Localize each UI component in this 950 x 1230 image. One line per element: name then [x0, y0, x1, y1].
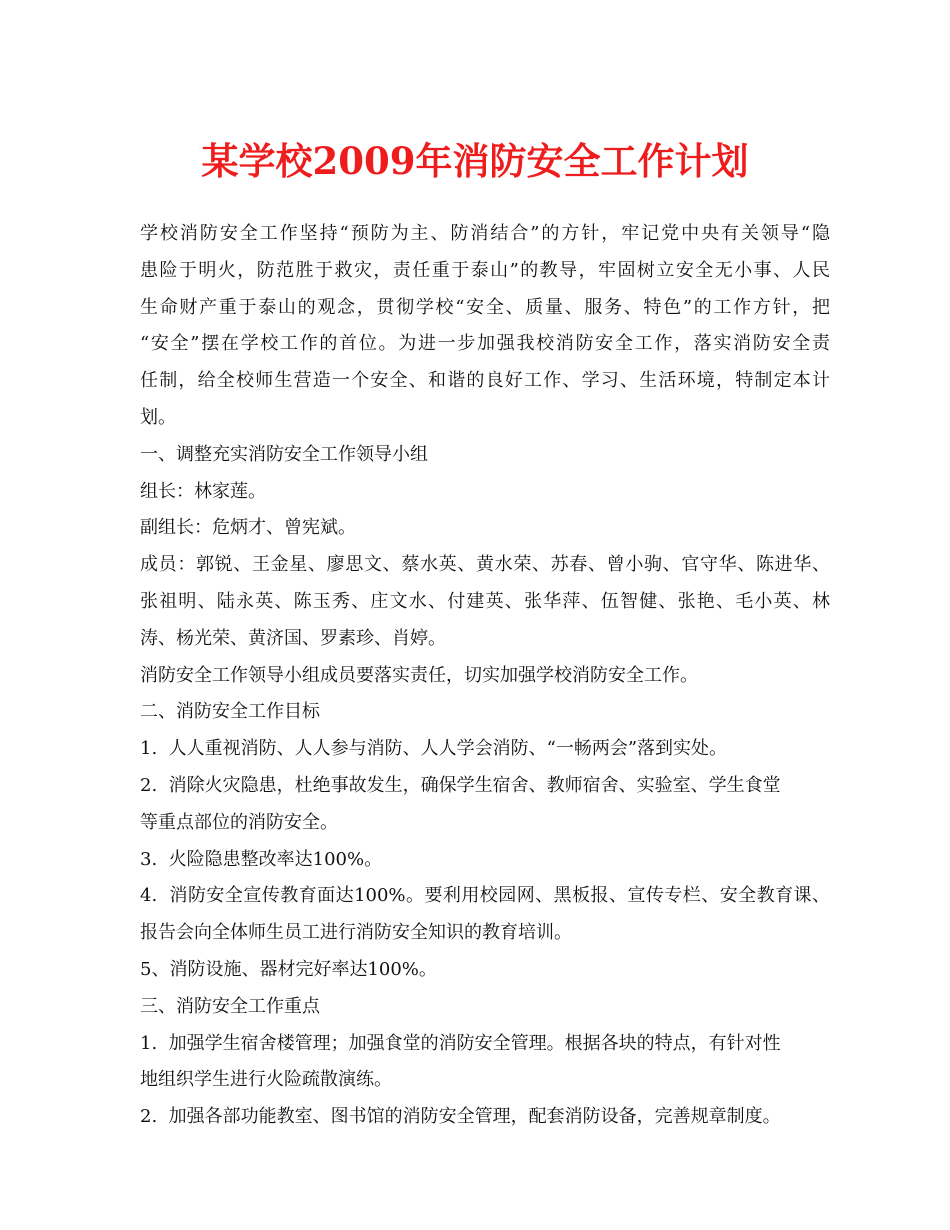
text-line: 1. 人人重视消防、人人参与消防、人人学会消防、“一畅两会”落到实处。 — [140, 738, 728, 760]
text-line: 任制，给全校师生营造一个安全、和谐的良好工作、学习、生活环境，特制定本计 — [140, 370, 830, 392]
text-line: 4. 消防安全宣传教育面达100%。要利用校园网、黑板报、宣传专栏、安全教育课、 — [140, 885, 830, 907]
text-line: “安全”摆在学校工作的首位。为进一步加强我校消防安全工作，落实消防安全责 — [140, 333, 830, 355]
text-line: 2. 消除火灾隐患，杜绝事故发生，确保学生宿舍、教师宿舍、实验室、学生食堂 — [140, 774, 781, 796]
text-line: 二、消防安全工作目标 — [140, 701, 320, 723]
text-line: 患险于明火，防范胜于救灾，责任重于泰山”的教导，牢固树立安全无小事、人民 — [140, 259, 830, 281]
text-line: 学校消防安全工作坚持“预防为主、防消结合”的方针，牢记党中央有关领导“隐 — [140, 223, 830, 244]
document-title: 某学校2009年消防安全工作计划 — [201, 139, 749, 183]
text-line: 一、调整充实消防安全工作领导小组 — [140, 443, 428, 465]
text-line: 涛、杨光荣、黄济国、罗素珍、肖婷。 — [140, 627, 446, 649]
text-line: 成员：郭锐、王金星、廖思文、蔡水英、黄水荣、苏春、曾小驹、官守华、陈进华、 — [140, 554, 830, 576]
text-line: 地组织学生进行火险疏散演练。 — [140, 1069, 392, 1091]
text-line: 组长：林家莲。 — [140, 480, 266, 502]
text-line: 三、消防安全工作重点 — [140, 995, 320, 1017]
document-body — [140, 216, 830, 1136]
text-line: 副组长：危炳才、曾宪斌。 — [140, 517, 356, 539]
text-line: 报告会向全体师生员工进行消防安全知识的教育培训。 — [140, 922, 572, 944]
text-line: 张祖明、陆永英、陈玉秀、庄文水、付建英、张华萍、伍智健、张艳、毛小英、林 — [140, 590, 830, 612]
text-line: 3. 火险隐患整改率达100%。 — [140, 848, 383, 870]
text-line: 生命财产重于泰山的观念，贯彻学校“安全、质量、服务、特色”的工作方针，把 — [140, 296, 830, 318]
text-line: 5、消防设施、器材完好率达100%。 — [140, 958, 437, 980]
text-line: 等重点部位的消防安全。 — [140, 811, 338, 833]
text-line: 1. 加强学生宿舍楼管理；加强食堂的消防安全管理。根据各块的特点，有针对性 — [140, 1032, 781, 1054]
text-line: 划。 — [140, 406, 176, 428]
text-line: 2. 加强各部功能教室、图书馆的消防安全管理，配套消防设备，完善规章制度。 — [140, 1106, 781, 1128]
text-line: 消防安全工作领导小组成员要落实责任，切实加强学校消防安全工作。 — [140, 664, 698, 686]
